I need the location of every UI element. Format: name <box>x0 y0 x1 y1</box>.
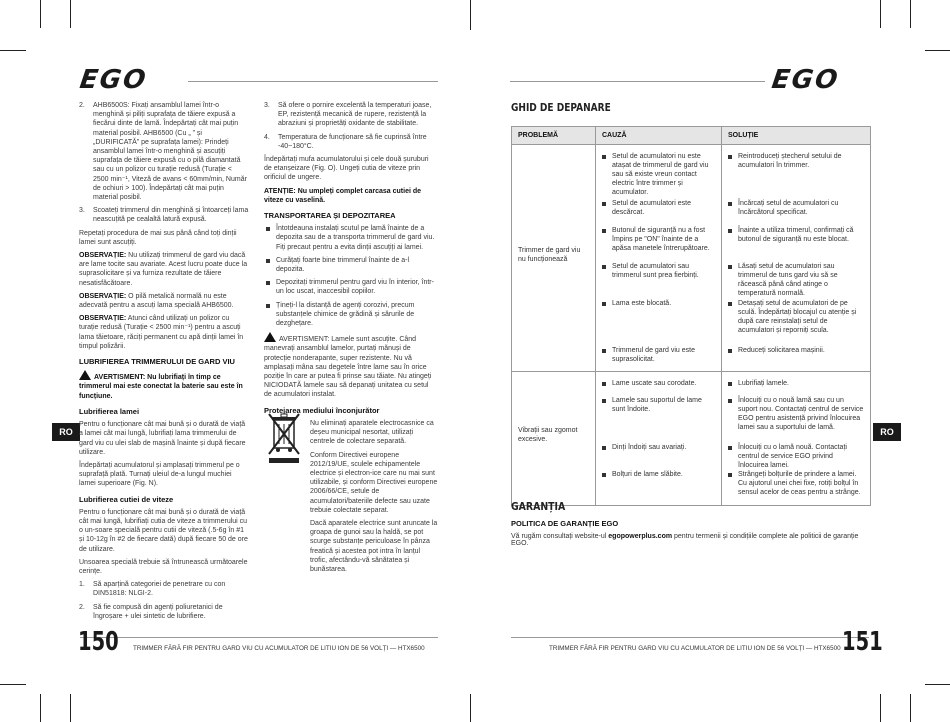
problem-cell: Vibrații sau zgomot excesive. <box>512 372 596 506</box>
warning <box>79 370 249 401</box>
solution-text: Înainte a utiliza trimerul, confirmați că butonul de siguranță nu este blocat. <box>738 227 854 243</box>
bullet-item <box>264 224 438 252</box>
section-heading: LUBRIFIEREA TRIMMERULUI DE GARD VIU <box>79 357 235 367</box>
crop-mark <box>880 0 881 28</box>
crop-mark <box>910 694 911 722</box>
cause-text: Butonul de siguranță nu a fost împins pe "ON" înainte de a apăsa manetele întrerupătoare. <box>612 227 710 252</box>
note-label: ATENȚIE: <box>264 187 296 195</box>
bullet-icon <box>266 304 270 308</box>
page-number: 151 <box>842 627 883 657</box>
paragraph: Pentru o funcționare cât mai bună și o durată de viață a lamei cât mai lungă, lubrifiați lama trimmerului de gard viu cu ulei slab de mașină înainte și după fiecare utilizare. <box>79 421 246 456</box>
solution-text: Lăsați setul de acumulatori sau trimmerul de tuns gard viu să se răcească până când atinge o temperatură normală. <box>738 263 838 297</box>
table-header: SOLUȚIE <box>722 127 871 145</box>
note-label: OBSERVAȚIE: <box>79 315 127 323</box>
cause-text: Lame uscate sau corodate. <box>612 380 697 387</box>
paragraph: Îndepărtați mufa acumulatorului și cele două șuruburi de etanșeizare (Fig. O). Ungeți cutia de viteze prin orificiul de ungere. <box>264 156 429 182</box>
paragraph: Dacă aparatele electrice sunt aruncate la groapa de gunoi sau la haldă, se pot scurge substanțe periculoase în pânza freatică și acestea pot intra în lanțul trofic, afectându-vă sănătatea și bunăstarea. <box>310 519 438 573</box>
cause-text: Lama este blocată. <box>612 300 672 307</box>
crop-mark <box>40 694 41 722</box>
bullet-item <box>264 301 438 329</box>
cause-text: Setul de acumulatori este descărcat. <box>612 200 691 216</box>
warning-icon <box>79 370 91 380</box>
note-label: OBSERVAȚIE: <box>79 292 127 300</box>
note-text: Nu umpleți complet carcasa cutiei de viteze cu vaselină. <box>264 187 422 204</box>
paragraph: Nu eliminați aparatele electrocasnice ca deșeu municipal nesortat, utilizați centrele de colectare separată. <box>310 419 434 446</box>
warning-icon <box>264 332 276 342</box>
list-number: 3. <box>79 207 85 215</box>
footer-rule <box>80 637 438 638</box>
note-text: Nu utilizați trimmerul de gard viu dacă are lame tocite sau avariate. Acest lucru poate duce la suprasolicitare și va furniza rezultate de tăiere nesatisfăcătoare. <box>79 252 248 287</box>
note <box>79 314 249 351</box>
crossed-bin-icon <box>268 412 300 464</box>
language-tab: RO <box>52 423 80 441</box>
crop-mark <box>925 684 950 685</box>
list-number: 1. <box>79 581 85 589</box>
troubleshooting-table <box>511 126 871 506</box>
policy-text-pre: Vă rugăm consultați website-ul <box>511 533 609 540</box>
crop-mark <box>470 694 471 722</box>
solution-text: Reduceți solicitarea mașinii. <box>738 347 825 354</box>
cause-text: Trimmerul de gard viu este suprasolicitat. <box>612 347 695 363</box>
subheading: Lubrifierea lamei <box>79 406 140 416</box>
cause-cell <box>596 145 722 372</box>
bullet-icon <box>266 281 270 285</box>
list-number: 2. <box>79 603 85 611</box>
policy-text <box>511 533 871 547</box>
warning <box>264 332 438 399</box>
paragraph: Unsoarea specială trebuie să întrunească următoarele cerințe. <box>79 558 248 575</box>
crop-mark <box>0 684 26 685</box>
warning-text: AVERTISMENT: Lamele sunt ascuțite. Când manevrați ansamblul lamelor, purtați mănuși de protecție nonderapante, super rezistente. Nu vă amplasați mâna sau degetele între lame sau în orice poziție în care ar putea fi prinse sau tăiate. Nu atingeți NICIODATĂ lamele sau să depanați unitatea cu setul de acumulatori instalat. <box>264 336 432 399</box>
note <box>79 292 249 310</box>
bullet-item <box>264 256 438 274</box>
language-tab: RO <box>873 423 901 441</box>
policy-text-post: pentru termenii și condițiile complete ale politicii de garanție EGO. <box>511 533 859 547</box>
list-item: Să aparțină categoriei de penetrare cu con DIN51818: NLGI-2. <box>93 581 226 598</box>
bullet-text: Țineți-l la distanță de agenți corozivi, precum substanțele chimice de grădină și sărurile de dezghețare. <box>276 301 415 328</box>
note-text: O pilă metalică normală nu este adecvată pentru a ascuți lama specială AHB6500. <box>79 292 234 310</box>
solution-text: Reintroduceți ștecherul setului de acumulatori în trimmer. <box>738 153 842 169</box>
warning-text: AVERTISMENT: Nu lubrifiați în timp ce trimmerul mai este conectat la baterie sau este în funcțiune. <box>79 374 243 400</box>
table-row <box>512 372 871 506</box>
list-number: 4. <box>264 133 270 141</box>
left-column-1 <box>79 101 249 625</box>
table-header: CAUZĂ <box>596 127 722 145</box>
crop-mark <box>70 694 71 722</box>
warranty-title: GARANȚIA <box>511 500 566 513</box>
subheading: Lubrifierea cutiei de viteze <box>79 494 174 504</box>
solution-text: Lubrifiați lamele. <box>738 380 789 387</box>
bullet-text: Depozitați trimmerul pentru gard viu în interior, într-un loc uscat, inaccesibil copiilor. <box>276 279 434 296</box>
solution-text: Încărcați setul de acumulatori cu încărcătorul specificat. <box>738 200 839 216</box>
section-heading: TRANSPORTAREA ȘI DEPOZITAREA <box>264 211 396 221</box>
page-title: GHID DE DEPANARE <box>511 101 611 114</box>
footer-text: TRIMMER FĂRĂ FIR PENTRU GARD VIU CU ACUMULATOR DE LITIU ION DE 56 VOLȚI — HTX6500 <box>133 645 425 652</box>
note-label: OBSERVAȚIE: <box>79 252 127 260</box>
paragraph: Pentru o funcționare cât mai bună și o durată de viață cât mai lungă, lubrifiați cutia de viteze a trimmerului cu o un-soare specială pentru cutii de viteză (.5-6g în #1 și 10-12g în #2 de fiecare dată) după fiecare 50 de ore de utilizare. <box>79 508 248 553</box>
cause-text: Setul de acumulatori sau trimmerul sunt prea fierbinți. <box>612 263 699 279</box>
ego-logo: EGO <box>769 65 842 95</box>
solution-text: Înlocuiți cu o nouă lamă sau cu un suport nou. Contactați centrul de service EGO pentru asistență privind înlocuirea lamei sau a suportului de lamă. <box>738 397 864 431</box>
table-header: PROBLEMĂ <box>512 127 596 145</box>
bullet-icon <box>266 227 270 231</box>
table-row <box>512 145 871 372</box>
policy-title: POLITICA DE GARANȚIE EGO <box>511 519 619 528</box>
problem-cell: Trimmer de gard viu nu funcționează <box>512 145 596 372</box>
crop-mark <box>40 0 41 28</box>
bullet-item <box>264 278 438 296</box>
list-item: Temperatura de funcționare să fie cuprinsă între -40~180°C. <box>278 133 427 150</box>
cause-text: Setul de acumulatori nu este atașat de trimmerul de gard viu sau să existe vreun contact electric între trimmer și acumulator. <box>612 153 709 196</box>
list-item: Să fie compusă din agenți poliuretanici de îngroșare + ulei sintetic de lubrifiere. <box>93 603 223 620</box>
subheading: Protejarea mediului înconjurător <box>264 405 380 415</box>
cause-cell <box>596 372 722 506</box>
crop-mark <box>925 50 950 51</box>
list-item: AHB6500S: Fixați ansamblul lamei într-o menghină și piliți suprafața de tăiere expusă a fiecărui dinte de lamă. Îndepărtați cât mai puțin material posibil. AHB6500 (Cu „ ” și „DURIFICATĂ” pe suprafața lamei): Prindeți ansamblul lamei într-o menghină și ascuțiți suprafața de tăiere expusă cu o pilă diamantată sau cu un polizor cu turație redusă (Turație < 2500 min⁻¹, Viteză de avans < 60mm/min, Număr de ochiuri > 100). Îndepărtați cât mai puțin material posibil. <box>93 102 247 202</box>
footer-rule <box>511 637 869 638</box>
solution-cell <box>722 372 871 506</box>
list-number: 2. <box>79 102 85 109</box>
list-number: 3. <box>264 102 270 109</box>
bullet-icon <box>266 259 270 263</box>
bullet-text: Întotdeauna instalați scutul pe lamă înainte de a depozita sau de a transporta trimmerul de gard viu. Fiți precaut pentru a evita dinții ascuțiți ai lamei. <box>276 225 435 251</box>
note <box>79 251 249 288</box>
page-number: 150 <box>78 627 119 657</box>
paragraph: Îndepărtați acumulatorul și amplasați trimmerul pe o suprafață plată. Turnați uleiul de-a lungul muchiei lamei superioare (Fig. N). <box>79 461 240 488</box>
list-item: Să ofere o pornire excelentă la temperaturi joase, EP, rezistență mecanică de rupere, rezistență la abraziuni și proprietăți oxidante de stabilitate. <box>278 102 432 128</box>
paragraph: Conform Directivei europene 2012/19/UE, sculele echipamentele electrice și electron-ice care nu mai sunt utilizabile, și conform Directivei europene 2006/66/CE, setule de acumulatori/bateriile defecte sau uzate trebuie colectate separat. <box>310 451 438 514</box>
solution-text: Strângeți bolțurile de prindere a lamei. Cu ajutorul unei chei fixe, rotiți bolțul în sensul acelor de ceas pentru a strânge. <box>738 471 861 496</box>
bullet-text: Curățați foarte bine trimmerul înainte de a-l depozita. <box>276 256 410 274</box>
crop-mark <box>910 0 911 28</box>
paragraph: Repetați procedura de mai sus până când toți dinții lamei sunt ascuțiți. <box>79 229 237 246</box>
crop-mark <box>470 0 471 30</box>
solution-text: Detașați setul de acumulatori de pe sculă. Îndepărtați blocajul cu atenție și după care reinstalați setul de acumulatori și reporniți scula. <box>738 300 857 334</box>
crop-mark <box>70 0 71 28</box>
cause-text: Bolțuri de lame slăbite. <box>612 471 683 478</box>
solution-cell <box>722 145 871 372</box>
cause-text: Lamele sau suportul de lame sunt îndoite. <box>612 397 702 413</box>
header-rule <box>188 81 438 82</box>
header-rule <box>510 81 765 82</box>
ego-logo: EGO <box>77 65 150 95</box>
cause-text: Dinți îndoiți sau avariați. <box>612 444 687 451</box>
left-column-2 <box>264 101 438 578</box>
footer-text: TRIMMER FĂRĂ FIR PENTRU GARD VIU CU ACUMULATOR DE LITIU ION DE 56 VOLȚI — HTX6500 <box>549 645 841 652</box>
crop-mark <box>880 694 881 722</box>
solution-text: Înlocuiți cu o lamă nouă. Contactați centrul de service EGO privind înlocuirea lamei. <box>738 444 847 469</box>
website-link[interactable]: egopowerplus.com <box>608 533 673 540</box>
note-text: Atunci când utilizați un polizor cu turație redusă (Turație < 2500 min⁻¹) pentru a ascuți lama tăietoare, răciți permanent cu apă dinții lamei în timpul polizării. <box>79 315 244 350</box>
crop-mark <box>0 50 26 51</box>
attention-note <box>264 187 438 205</box>
list-item: Scoateți trimmerul din menghină și întoarceți lama neascuțită pe cealaltă latură expusă. <box>93 207 249 224</box>
